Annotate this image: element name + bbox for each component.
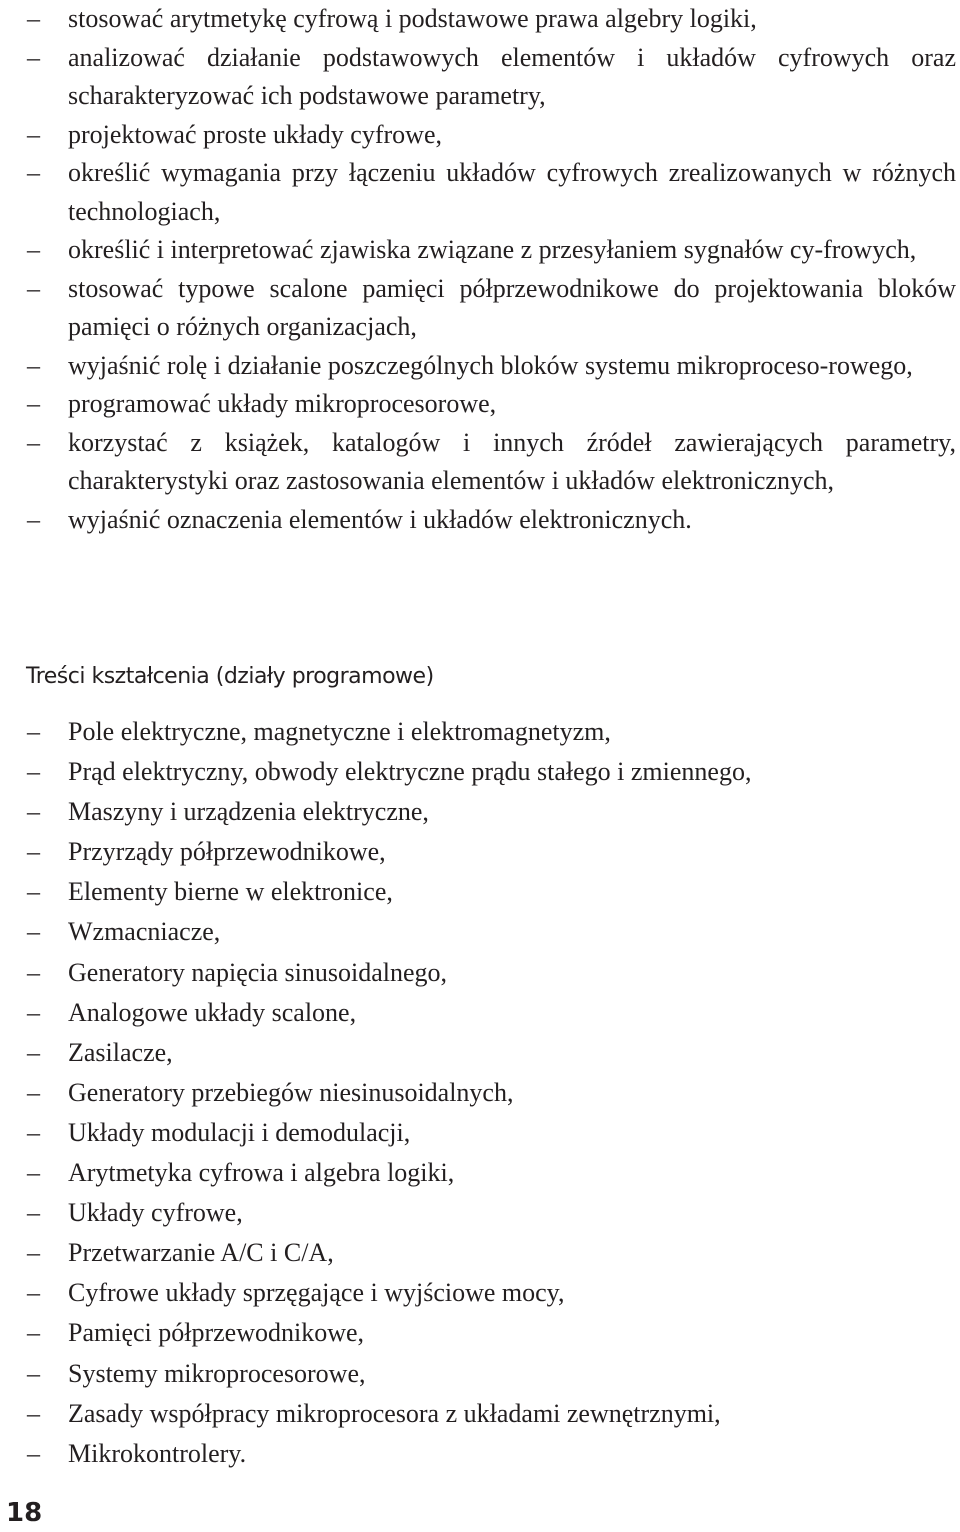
list-item-text: wyjaśnić oznaczenia elementów i układów elektronicznych. (68, 504, 692, 534)
list-item (0, 501, 960, 540)
dash-bullet: – (27, 1398, 40, 1428)
list-item-text: stosować arytmetykę cyfrową i podstawowe prawa algebry logiki, (68, 4, 757, 33)
list-item-text: wyjaśnić rolę i działanie poszczególnych bloków systemu mikroproceso-rowego, (68, 350, 913, 380)
list-item-text: Maszyny i urządzenia elektryczne, (68, 797, 429, 827)
list-item (0, 1394, 960, 1434)
list-item-text: projektować proste układy cyfrowe, (68, 119, 442, 149)
list-item-text: programować układy mikroprocesorowe, (68, 389, 497, 418)
list-item (0, 385, 960, 424)
list-item-text: Systemy mikroprocesorowe, (68, 1358, 366, 1388)
list-item (0, 0, 960, 39)
list-item-text: Mikrokontrolery. (68, 1438, 247, 1468)
list-item-text: stosować typowe scalone pamięci półprzewodnikowe do projektowania bloków pamięci o różnych organizacjach, (68, 273, 956, 341)
list-item (0, 953, 960, 993)
dash-bullet: – (27, 158, 40, 187)
list-item-text: korzystać z książek, katalogów i innych źródeł zawierających parametry, charakterystyki oraz zastosowania elementów i układów elektronicznych, (68, 427, 956, 495)
list-item-text: Zasilacze, (68, 1037, 173, 1067)
list-item (0, 1273, 960, 1313)
list-item (0, 1233, 960, 1273)
dash-bullet: – (27, 1077, 40, 1107)
list-item-text: Generatory napięcia sinusoidalnego, (68, 957, 448, 987)
dash-bullet: – (27, 797, 40, 827)
dash-bullet: – (27, 427, 40, 457)
list-item (0, 1033, 960, 1073)
list-item (0, 424, 960, 501)
list-item-text: Układy cyfrowe, (68, 1198, 243, 1228)
list-item (0, 270, 960, 347)
dash-bullet: – (27, 997, 40, 1027)
dash-bullet: – (27, 42, 40, 72)
list-item-text: Prąd elektryczny, obwody elektryczne prądu stałego i zmiennego, (68, 757, 752, 787)
list-item (0, 154, 960, 231)
list-item (0, 912, 960, 952)
dash-bullet: – (27, 877, 40, 907)
dash-bullet: – (27, 1318, 40, 1348)
list-item-text: Pole elektryczne, magnetyczne i elektromagnetyzm, (68, 717, 611, 746)
dash-bullet: – (27, 1198, 40, 1228)
dash-bullet: – (27, 4, 40, 33)
list-item-text: Przetwarzanie A/C i C/A, (68, 1238, 334, 1268)
list-item-text: określić wymagania przy łączeniu układów cyfrowych zrealizowanych w różnych technologiach, (68, 158, 956, 226)
list-item-text: Elementy bierne w elektronice, (68, 877, 393, 907)
dash-bullet: – (27, 235, 40, 264)
list-item-text: Cyfrowe układy sprzęgające i wyjściowe mocy, (68, 1278, 565, 1308)
list-item-text: Wzmacniacze, (68, 917, 221, 947)
dash-bullet: – (27, 119, 40, 149)
list-item-text: Analogowe układy scalone, (68, 997, 357, 1027)
list-item-text: analizować działanie podstawowych elementów i układów cyfrowych oraz scharakteryzować ich podstawowe parametry, (68, 42, 956, 110)
dash-bullet: – (27, 837, 40, 867)
list-item-text: Zasady współpracy mikroprocesora z układami zewnętrznymi, (68, 1398, 721, 1428)
list-item (0, 231, 960, 270)
dash-bullet: – (27, 717, 40, 746)
list-item (0, 39, 960, 116)
list-item (0, 347, 960, 386)
dash-bullet: – (27, 1278, 40, 1308)
dash-bullet: – (27, 1238, 40, 1268)
dash-bullet: – (27, 917, 40, 947)
dash-bullet: – (27, 1158, 40, 1188)
list-item (0, 1313, 960, 1353)
list-item (0, 1073, 960, 1113)
section-heading: Treści kształcenia (działy programowe) (26, 664, 434, 689)
list-item-text: Układy modulacji i demodulacji, (68, 1117, 411, 1147)
list-item-text: Przyrządy półprzewodnikowe, (68, 837, 386, 867)
list-item (0, 1434, 960, 1474)
list-item (0, 752, 960, 792)
list-item (0, 872, 960, 912)
list-item-text: Generatory przebiegów niesinusoidalnych, (68, 1077, 514, 1107)
dash-bullet: – (27, 273, 40, 303)
list-item (0, 116, 960, 155)
skills-list (0, 0, 960, 539)
list-item (0, 1113, 960, 1153)
dash-bullet: – (27, 1117, 40, 1147)
dash-bullet: – (27, 957, 40, 987)
dash-bullet: – (27, 350, 40, 380)
dash-bullet: – (27, 389, 40, 418)
list-item-text: określić i interpretować zjawiska związane z przesyłaniem sygnałów cy-frowych, (68, 235, 917, 264)
list-item (0, 832, 960, 872)
list-item (0, 1193, 960, 1233)
list-item (0, 1153, 960, 1193)
list-item (0, 792, 960, 832)
dash-bullet: – (27, 1438, 40, 1468)
list-item (0, 1354, 960, 1394)
list-item-text: Pamięci półprzewodnikowe, (68, 1318, 365, 1348)
list-item (0, 993, 960, 1033)
dash-bullet: – (27, 504, 40, 534)
program-topics-list (0, 712, 960, 1474)
dash-bullet: – (27, 1037, 40, 1067)
list-item-text: Arytmetyka cyfrowa i algebra logiki, (68, 1158, 455, 1188)
dash-bullet: – (27, 757, 40, 787)
dash-bullet: – (27, 1358, 40, 1388)
page-number: 18 (6, 1498, 43, 1528)
list-item (0, 712, 960, 752)
